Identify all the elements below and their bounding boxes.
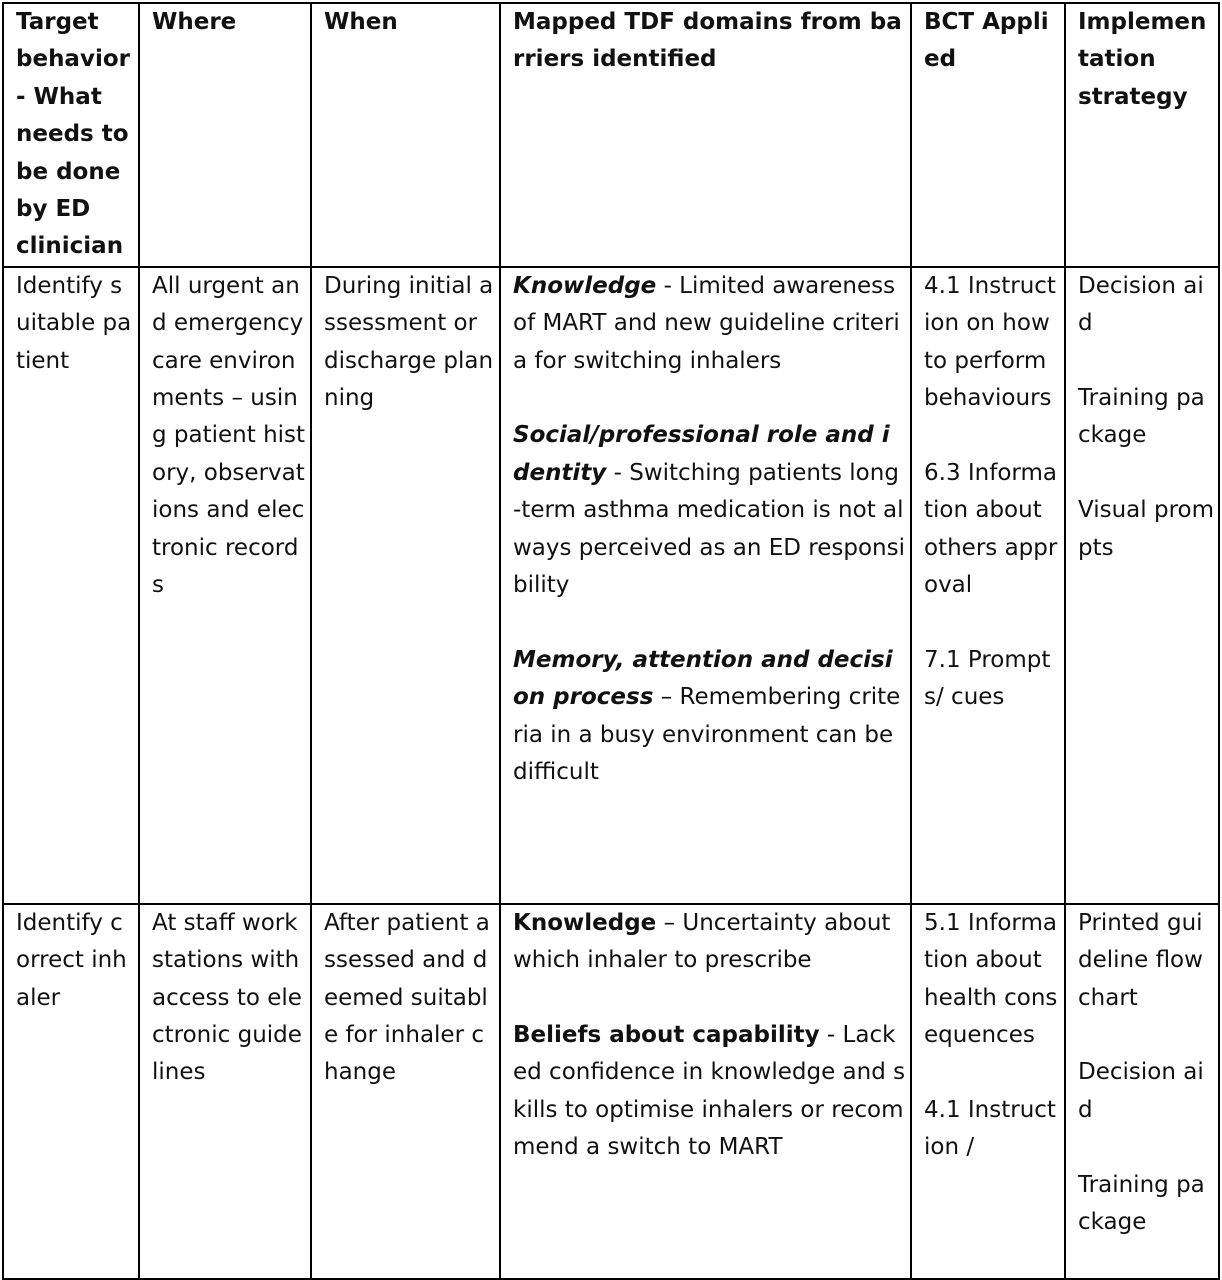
cell-target: Identify correct inhaler bbox=[3, 904, 139, 1279]
tdf-domain-text: – Uncertainty about which inhaler to prescribe bbox=[513, 909, 891, 974]
tdf-domain-name: Knowledge bbox=[513, 272, 657, 299]
cell-target: Identify suitable patient bbox=[3, 267, 139, 904]
table-row bbox=[3, 267, 1219, 904]
cell-when: During initial assessment or discharge planning bbox=[311, 267, 500, 904]
bct-mapping-table bbox=[2, 2, 1220, 1280]
impl-item: Decision aid bbox=[1078, 272, 1204, 337]
tdf-domain-text: - Lacked confidence in knowledge and skills to optimise inhalers or recommend a switch to MART bbox=[513, 1022, 906, 1161]
header-when: When bbox=[311, 3, 500, 267]
tdf-domain-name: Knowledge bbox=[513, 909, 657, 936]
cell-when: After patient assessed and deemed suitable for inhaler change bbox=[311, 904, 500, 1279]
bct-item: 7.1 Prompts/ cues bbox=[924, 646, 1051, 711]
cell-tdf bbox=[500, 904, 911, 1279]
header-target-behavior: Target behavior - What needs to be done by ED clinician bbox=[3, 3, 139, 267]
cell-bct bbox=[911, 267, 1065, 904]
tdf-entry bbox=[513, 1017, 906, 1167]
bct-item: 6.3 Information about others approval bbox=[924, 459, 1058, 599]
cell-implementation bbox=[1065, 904, 1219, 1279]
impl-item: Decision aid bbox=[1078, 1059, 1204, 1123]
tdf-entry bbox=[513, 642, 906, 792]
cell-where: All urgent and emergency care environments – using patient history, observations and electronic records bbox=[139, 267, 311, 904]
cell-where: At staff workstations with access to electronic guidelines bbox=[139, 904, 311, 1279]
tdf-domain-name: Memory, attention and decision process bbox=[513, 646, 893, 711]
cell-implementation bbox=[1065, 267, 1219, 904]
tdf-domain-text: - Limited awareness of MART and new guideline criteria for switching inhalers bbox=[513, 272, 900, 374]
tdf-domain-name: Social/professional role and identity bbox=[513, 422, 890, 486]
bct-item: 4.1 Instruction on how to perform behaviours bbox=[924, 272, 1056, 412]
table-row bbox=[3, 904, 1219, 1279]
bct-item: 5.1 Information about health consequences bbox=[924, 909, 1058, 1049]
tdf-entry bbox=[513, 905, 906, 980]
cell-tdf bbox=[500, 267, 911, 904]
bct-item: 4.1 Instruction / bbox=[924, 1096, 1056, 1161]
header-row bbox=[3, 3, 1219, 267]
header-implementation-strategy: Implemen tation strategy bbox=[1065, 3, 1219, 267]
tdf-domain-name: Beliefs about capability bbox=[513, 1022, 820, 1049]
impl-item: Training package bbox=[1078, 385, 1205, 449]
impl-item: Printed guideline flowchart bbox=[1078, 909, 1203, 1011]
impl-item: Training package bbox=[1078, 1171, 1205, 1236]
tdf-domain-text: – Remembering criteria in a busy environment can be difficult bbox=[513, 684, 901, 786]
header-where: Where bbox=[139, 3, 311, 267]
header-tdf-domains: Mapped TDF domains from barriers identified bbox=[500, 3, 911, 267]
impl-item: Visual prompts bbox=[1078, 497, 1215, 561]
cell-bct bbox=[911, 904, 1065, 1279]
tdf-entry bbox=[513, 268, 906, 380]
tdf-domain-text: - Switching patients long-term asthma medication is not always perceived as an ED responsibility bbox=[513, 459, 905, 599]
header-bct-applied: BCT Applied bbox=[911, 3, 1065, 267]
tdf-entry bbox=[513, 417, 906, 604]
